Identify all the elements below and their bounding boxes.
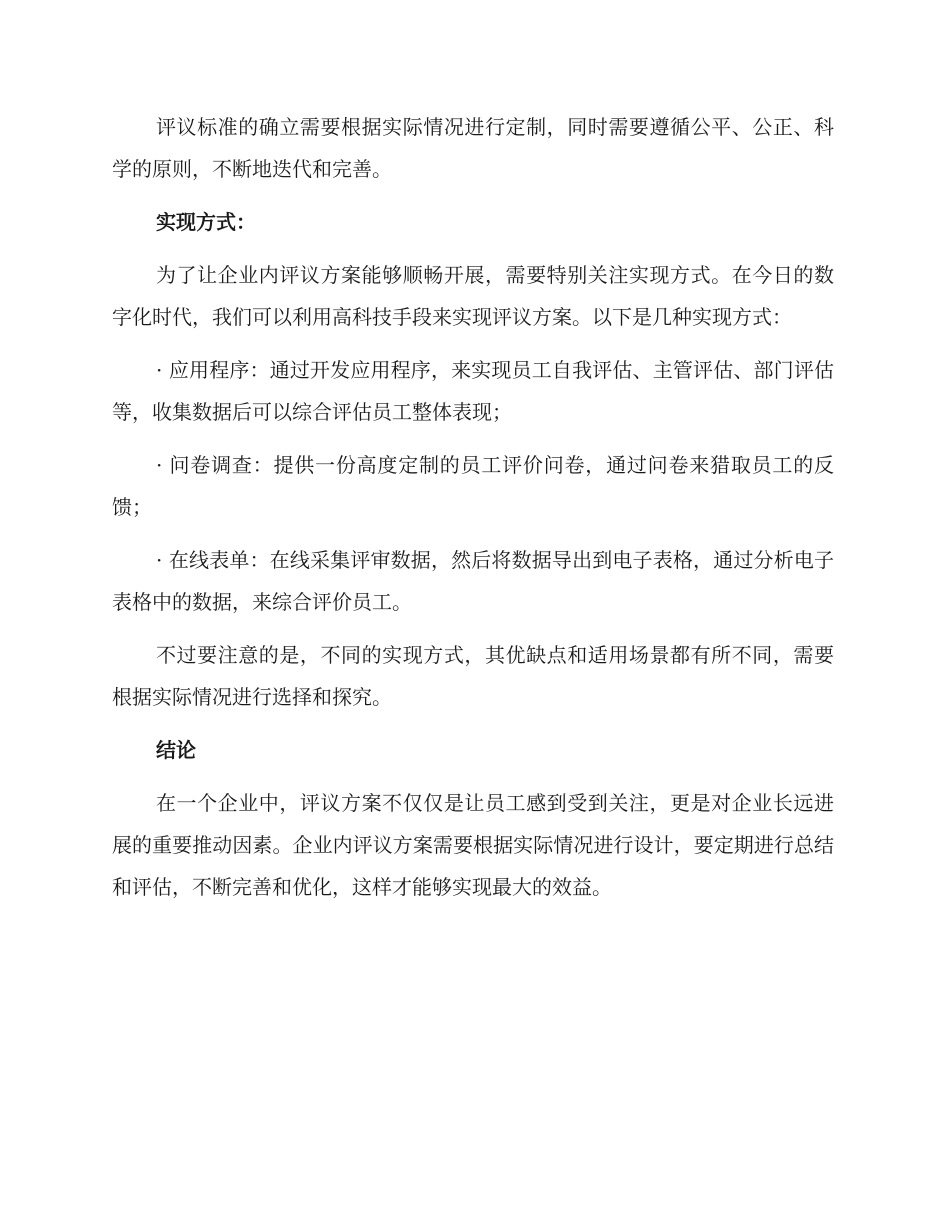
paragraph-criteria: 评议标准的确立需要根据实际情况进行定制，同时需要遵循公平、公正、科学的原则，不断地迭代和完善。 [112,115,834,181]
heading-conclusion: 结论 [156,738,196,762]
paragraph-note: 不过要注意的是，不同的实现方式，其优缺点和适用场景都有所不同，需要根据实际情况进行选择和探究。 [112,643,834,709]
heading-implementation: 实现方式： [156,210,256,234]
document-body [112,106,834,919]
list-item-online-form: · 在线表单：在线采集评审数据，然后将数据导出到电子表格，通过分析电子表格中的数据，来综合评价员工。 [112,548,834,614]
list-item-survey: · 问卷调查：提供一份高度定制的员工评价问卷，通过问卷来猎取员工的反馈； [112,453,834,519]
paragraph-implementation-intro: 为了让企业内评议方案能够顺畅开展，需要特别关注实现方式。在今日的数字化时代，我们可以利用高科技手段来实现评议方案。以下是几种实现方式： [112,263,834,329]
paragraph-conclusion: 在一个企业中，评议方案不仅仅是让员工感到受到关注，更是对企业长远进展的重要推动因素。企业内评议方案需要根据实际情况进行设计，要定期进行总结和评估，不断完善和优化，这样才能够实现最大的效益。 [112,791,834,899]
list-item-application: · 应用程序：通过开发应用程序，来实现员工自我评估、主管评估、部门评估等，收集数据后可以综合评估员工整体表现； [112,358,834,424]
